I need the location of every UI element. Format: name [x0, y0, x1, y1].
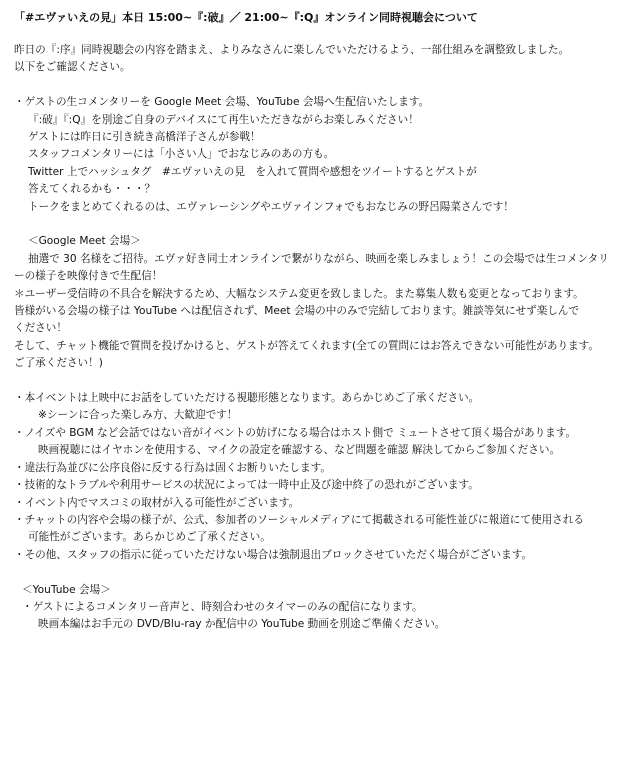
- note-line: 映画視聴にはイヤホンを使用する、マイクの設定を確認する、など問題を確認 解決してからご参加ください。: [38, 444, 561, 457]
- note-line: 可能性がございます。あらかじめご了承ください。: [28, 531, 271, 544]
- guest-line: ・ゲストの生コメンタリーを Google Meet 会場、YouTube 会場へ生配信いたします。: [14, 96, 430, 109]
- guest-line: スタッフコメンタリーには「小さい人」でおなじみのあの方も。: [28, 148, 335, 161]
- spacer: [14, 77, 637, 94]
- meet-line: 抽選で 30 名様をご招待。エヴァ好き同士オンラインで繋がりながら、映画を楽しみましょう！この会場では生コメンタリ: [28, 252, 609, 265]
- note-line: ・違法行為並びに公序良俗に反する行為は固くお断りいたします。: [14, 461, 331, 474]
- guest-line: トークをまとめてくれるのは、エヴァレーシングやエヴァインフォでもおなじみの野呂陽菜さんです！: [28, 200, 514, 213]
- note-line: ・本イベントは上映中にお話をしていただける視聴形態となります。あらかじめご了承ください。: [14, 392, 480, 405]
- meet-section-heading: ＜Google Meet 会場＞: [28, 235, 141, 248]
- guest-line: 答えてくれるかも・・・？: [28, 183, 156, 196]
- spacer: [14, 373, 637, 390]
- spacer: [14, 564, 637, 581]
- guest-line: ゲストには昨日に引き続き高橋洋子さんが参戦！: [28, 131, 261, 144]
- meet-line: 皆様がいる会場の様子は YouTube へは配信されず、Meet 会場の中のみで完結しております。雑談等気にせず楽しんで: [14, 305, 580, 318]
- youtube-section-heading: ＜YouTube 会場＞: [22, 583, 111, 596]
- note-line: ・その他、スタッフの指示に従っていただけない場合は強制退出ブロックさせていただく場合がございます。: [14, 548, 533, 561]
- note-line: ・技術的なトラブルや利用サービスの状況によっては一時中止及び途中終了の恐れがございます。: [14, 479, 479, 492]
- note-line: ※シーンに合った楽しみ方、大歓迎です！: [38, 409, 238, 422]
- note-line: ・ノイズや BGM など会話ではない音がイベントの妨げになる場合はホスト側で ミュートさせて頂く場合があります。: [14, 426, 577, 439]
- meet-line: ください！: [14, 322, 67, 335]
- document-title: 「#エヴァいえの見」本日 15:00~『:破』／ 21:00~『:Q』オンライン同時視聴会について: [14, 11, 478, 24]
- meet-line: ご了承ください！): [14, 357, 103, 370]
- note-line: ・イベント内でマスコミの取材が入る可能性がございます。: [14, 496, 300, 509]
- meet-line: そして、チャット機能で質問を投げかけると、ゲストが答えてくれます(全ての質問にはお答えできない可能性があります。: [14, 339, 599, 352]
- meet-line: ＊ユーザー受信時の不具合を解決するため、大幅なシステム変更を致しました。また募集人数も変更となっております。: [14, 287, 584, 300]
- guest-line: Twitter 上でハッシュタグ #エヴァいえの見 を入れて質問や感想をツイートするとゲストが: [28, 165, 477, 178]
- meet-line: ーの様子を映像付きで生配信！: [14, 270, 163, 283]
- guest-line: 『:破』『:Q』を別途ご自身のデバイスにて再生いただきながらお楽しみください！: [28, 113, 419, 126]
- youtube-line: 映画本編はお手元の DVD/Blu-ray か配信中の YouTube 動画を別途ご準備ください。: [38, 618, 446, 631]
- intro-line: 以下をご確認ください。: [14, 61, 131, 74]
- youtube-line: ・ゲストによるコメンタリー音声と、時刻合わせのタイマーのみの配信になります。: [22, 600, 423, 613]
- spacer: [14, 216, 637, 233]
- note-line: ・チャットの内容や会場の様子が、公式、参加者のソーシャルメディアにて掲載される可能性並びに報道にて使用される: [14, 513, 584, 526]
- intro-line: 昨日の『:序』同時視聴会の内容を踏まえ、よりみなさんに楽しんでいただけるよう、一部仕組みを調整致しました。: [14, 44, 570, 56]
